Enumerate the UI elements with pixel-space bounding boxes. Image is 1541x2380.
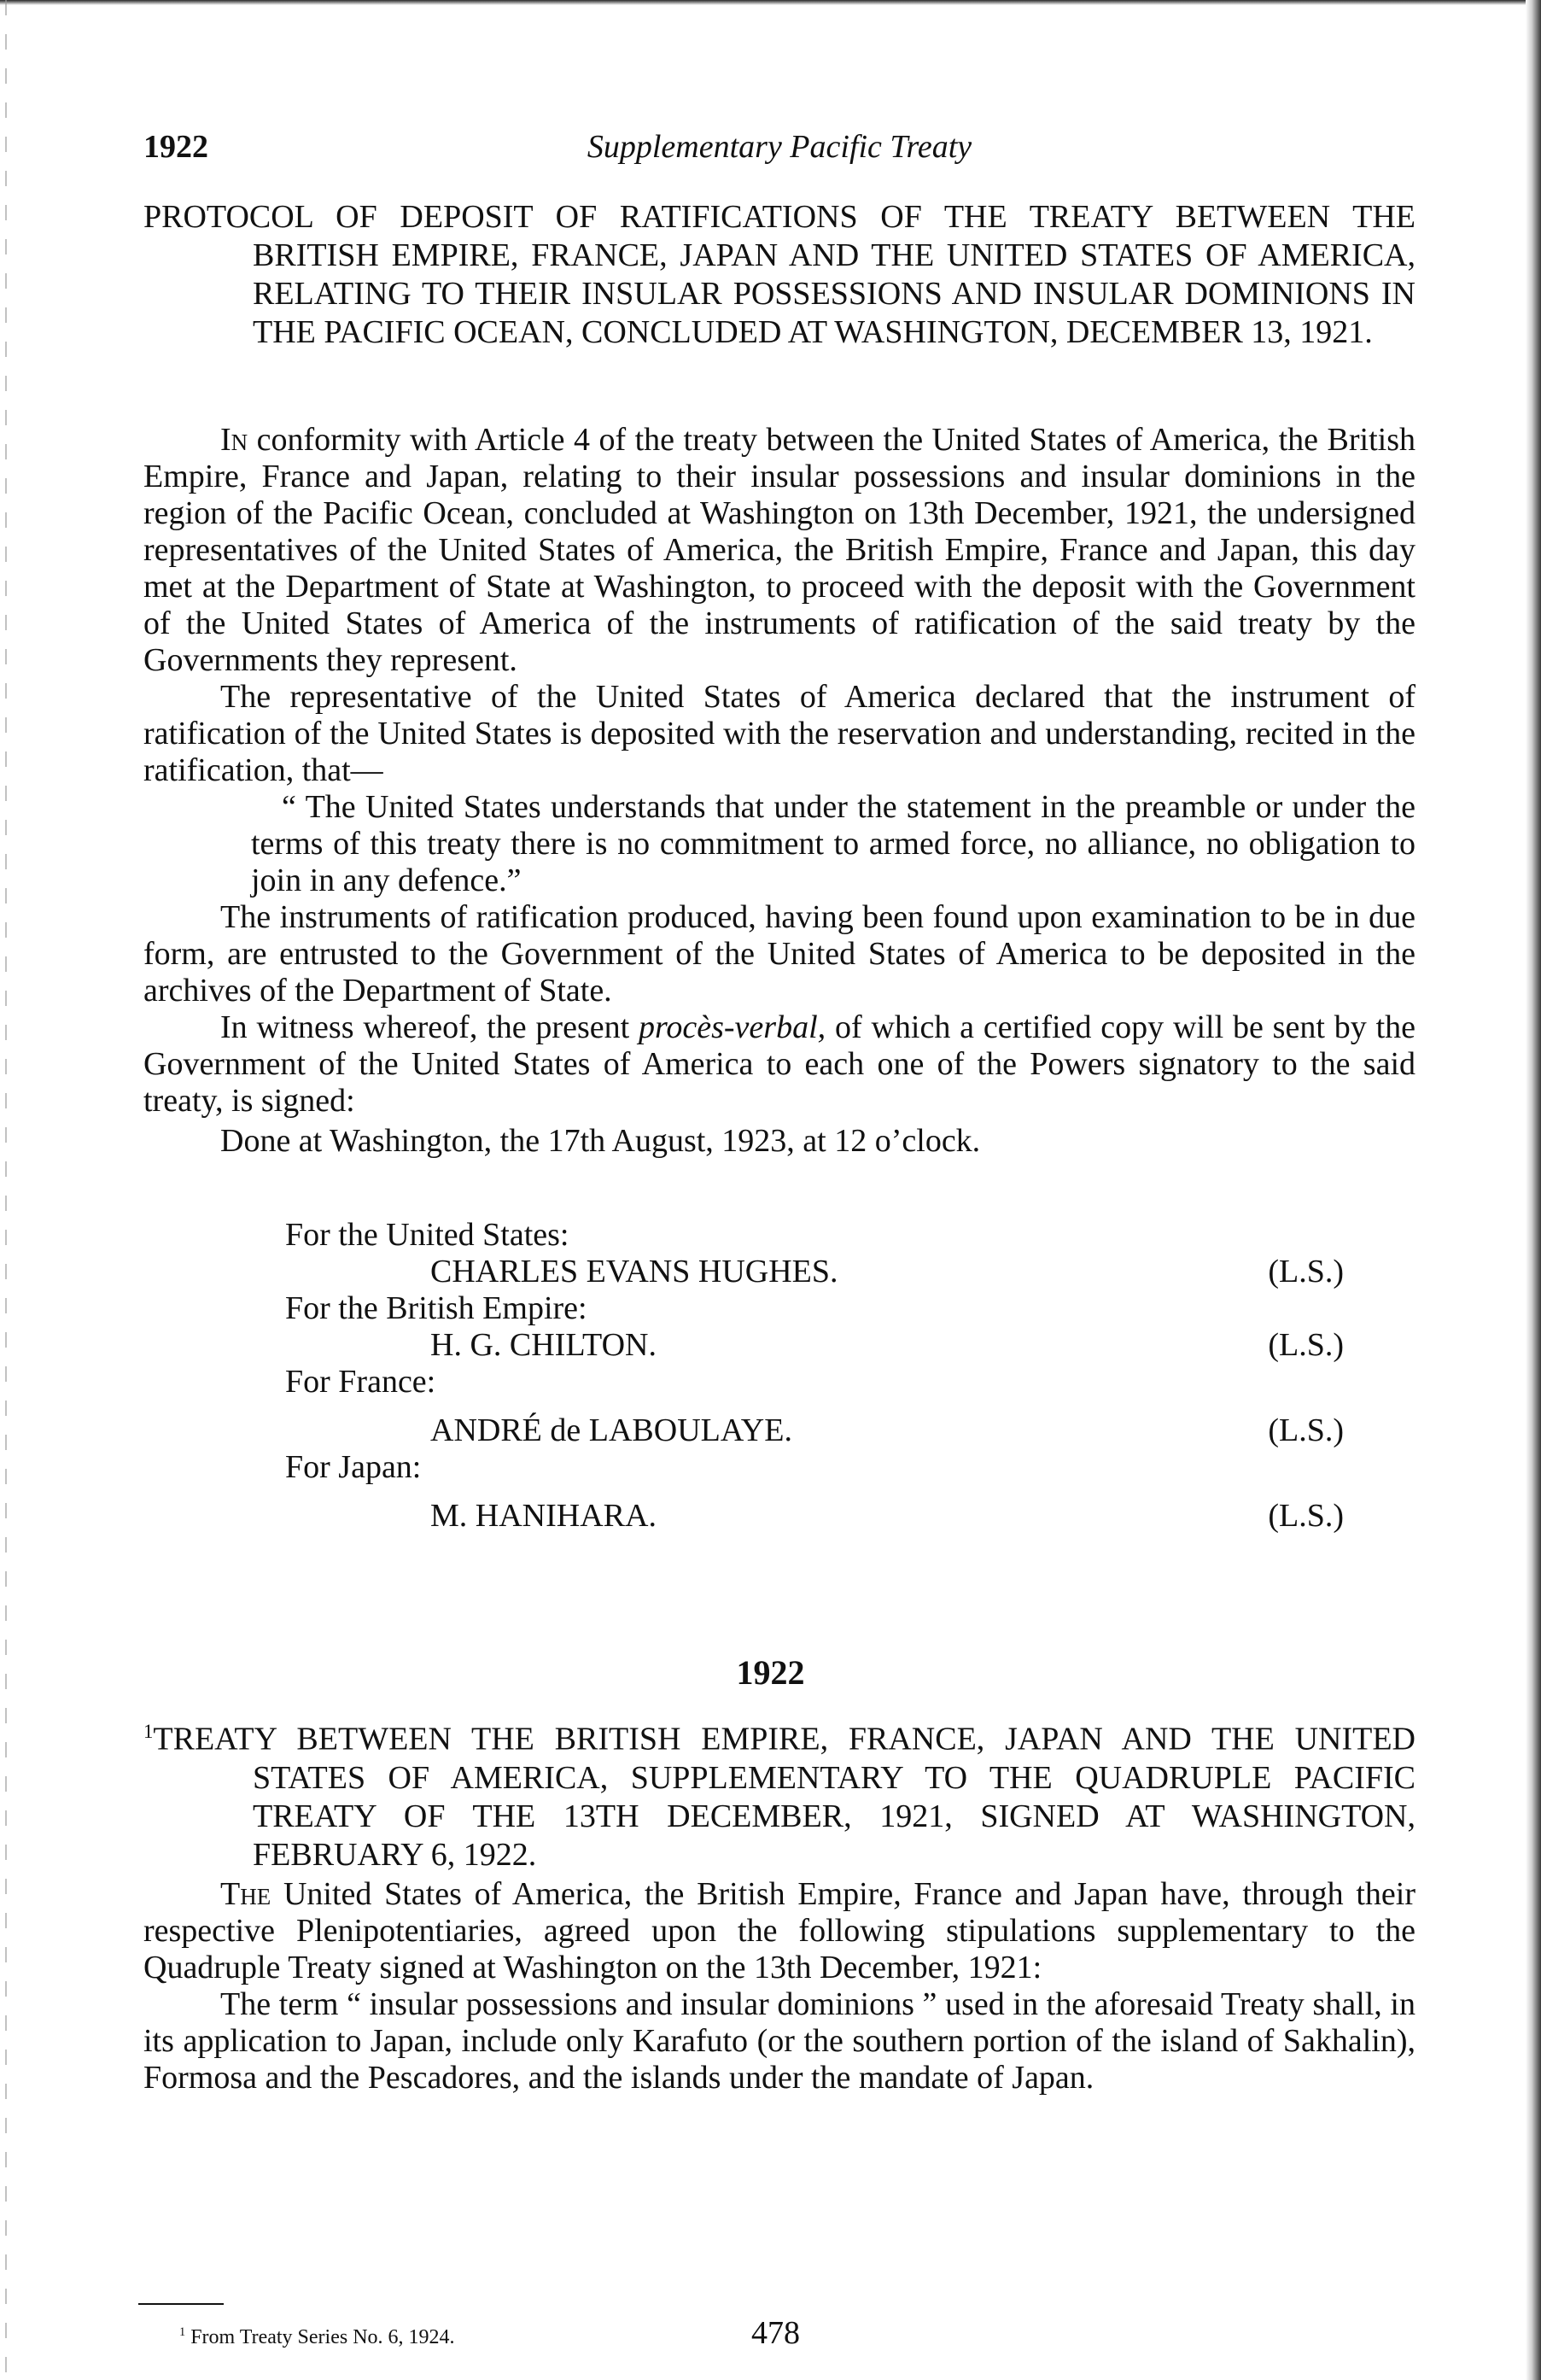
scan-edge-left	[5, 0, 7, 2380]
reservation-quote: “ The United States understands that under the statement in the preamble or under the terms of this treaty there is no commitment to armed force, no alliance, no obligation to join in any defence.”	[251, 789, 1416, 898]
signatory-for-label: For Japan:	[285, 1449, 422, 1485]
protocol-para1-lead: In	[220, 422, 248, 458]
footnote-marker: 1	[179, 2325, 186, 2339]
proces-verbal-term: procès-verbal,	[639, 1009, 826, 1045]
signatory-name: M. HANIHARA.	[430, 1498, 657, 1534]
footnote-text: From Treaty Series No. 6, 1924.	[190, 2326, 455, 2348]
treaty-paragraph-2: The term “ insular possessions and insular dominions ” used in the aforesaid Treaty shall, in its application to Japan, include only Karafuto (or the southern portion of the island of Sakhalin), Formosa and the Pescadores, and the islands under the mandate of Japan.	[143, 1986, 1416, 2096]
signatory-for-label: For the British Empire:	[285, 1290, 587, 1326]
signatory-name: H. G. CHILTON.	[430, 1327, 657, 1363]
protocol-paragraph-1	[143, 422, 1416, 679]
protocol-paragraph-2: The representative of the United States of America declared that the instrument of ratification of the United States is deposited with the reservation and understanding, recited in the ratification, that—	[143, 679, 1416, 788]
protocol-body	[143, 422, 1416, 1160]
footnote-rule	[138, 2303, 224, 2305]
scan-edge-top	[0, 0, 1541, 5]
signatory-for-label: For the United States:	[285, 1217, 569, 1253]
signatory-row	[285, 1498, 1344, 1535]
protocol-para1-text: conformity with Article 4 of the treaty between the United States of America, the British Empire, France and Japan, relating to their insular possessions and insular dominions in the region of the Pacific Ocean, concluded at Washington on 13th December, 1921, the undersigned representatives of the United States of America, the British Empire, France and Japan, this day met at the Department of State at Washington, to proceed with the deposit with the Government of the United States of America of the instruments of ratification of the said treaty by the Governments they represent.	[143, 422, 1416, 678]
treaty-title-text: TREATY BETWEEN THE BRITISH EMPIRE, FRANCE, JAPAN AND THE UNITED STATES OF AMERICA, SUPPLEMENTARY TO THE QUADRUPLE PACIFIC TREATY OF THE 13TH DECEMBER, 1921, SIGNED AT WASHINGTON, FEBRUARY 6, 1922.	[153, 1721, 1416, 1873]
protocol-para4-a: In witness whereof, the present	[220, 1009, 639, 1045]
seal-mark: (L.S.)	[1268, 1327, 1344, 1363]
page-number: 478	[751, 2315, 800, 2351]
seal-mark: (L.S.)	[1268, 1498, 1344, 1534]
signatory-name: ANDRÉ de LABOULAYE.	[430, 1412, 792, 1448]
protocol-paragraph-3: The instruments of ratification produced, having been found upon examination to be in due form, are entrusted to the Government of the United States of America to be deposited in the archives of the Department of State.	[143, 899, 1416, 1009]
treaty-para1-lead: The	[220, 1876, 271, 1912]
treaty-title	[143, 1712, 1416, 1874]
treaty-para1-text: United States of America, the British Empire, France and Japan have, through their respective Plenipotentiaries, agreed upon the following stipulations supplementary to the Quadruple Treaty signed at Washington on the 13th December, 1921:	[143, 1876, 1416, 1985]
signatory-row	[285, 1327, 1344, 1364]
signatory-name: CHARLES EVANS HUGHES.	[430, 1254, 838, 1289]
seal-mark: (L.S.)	[1268, 1412, 1344, 1448]
protocol-para4-b: of which a certified copy will be sent by the Government of the United States of America to each one of the Powers signatory to the said treaty, is signed:	[143, 1009, 1416, 1119]
done-at-line: Done at Washington, the 17th August, 1923, at 12 o’clock.	[220, 1123, 981, 1159]
signatory-row	[285, 1412, 1344, 1449]
treaty-body	[143, 1876, 1416, 2096]
header-title: Supplementary Pacific Treaty	[587, 129, 972, 165]
protocol-paragraph-4	[143, 1009, 1416, 1120]
header-year: 1922	[143, 129, 208, 165]
signatory-row	[285, 1254, 1344, 1290]
protocol-title: PROTOCOL OF DEPOSIT OF RATIFICATIONS OF THE TREATY BETWEEN THE BRITISH EMPIRE, FRANCE, JAPAN AND THE UNITED STATES OF AMERICA, RELATING TO THEIR INSULAR POSSESSIONS AND INSULAR DOMINIONS IN THE PACIFIC OCEAN, CONCLUDED AT WASHINGTON, DECEMBER 13, 1921.	[143, 199, 1416, 350]
treaty-paragraph-1	[143, 1876, 1416, 1986]
scan-edge-right	[1526, 0, 1541, 2380]
signatory-for-label: For France:	[285, 1364, 436, 1400]
seal-mark: (L.S.)	[1268, 1254, 1344, 1289]
footnote-reference: 1	[143, 1721, 154, 1742]
signatures	[285, 1217, 1344, 1535]
treaty-year: 1922	[736, 1653, 805, 1692]
running-header	[143, 128, 1416, 179]
footnote	[179, 2325, 455, 2349]
